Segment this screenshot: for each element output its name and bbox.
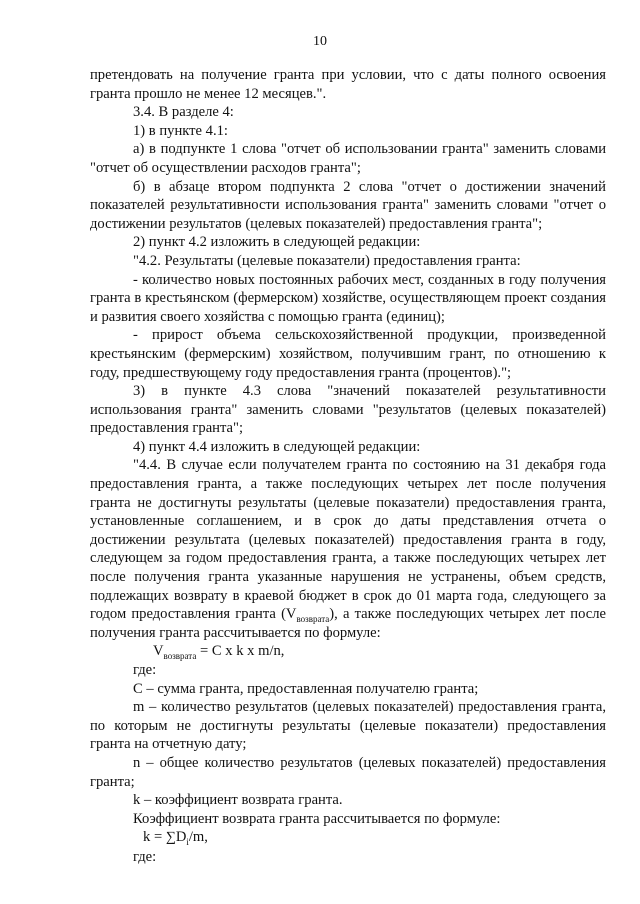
paragraph-text: "4.4. В случае если получателем гранта по состоянию на 31 декабря года предоставления гранта, а также последующих четырех лет после получения гранта не достигнуты результаты (целевые показатели) предоставления гранта, установленные соглашением, и в срок до даты представления отчета о достижении результата (целевых показателей) предоставления гранта в году, следующем за годом предоставления гранта, а также последующих четырех лет после получения гранта указанные нарушения не устранены, объем средств, подлежащих возврату в краевой бюджет в срок до 01 марта года, следующего за годом предоставления гранта (V	[90, 457, 606, 623]
formula-variable: D	[175, 829, 187, 846]
paragraph: "4.2. Результаты (целевые показатели) предоставления гранта:	[133, 252, 521, 269]
formula-return-amount	[90, 642, 606, 661]
paragraph: претендовать на получение гранта при условии, что с даты полного освоения гранта прошло не менее 12 месяцев.".	[90, 67, 606, 102]
paragraph: 4) пункт 4.4 изложить в следующей редакции:	[133, 438, 421, 455]
paragraph: Коэффициент возврата гранта рассчитывается по формуле:	[133, 810, 501, 827]
formula-lhs: k =	[143, 829, 166, 846]
paragraph-4-4	[90, 456, 606, 642]
paragraph-text: ), а также последующих четырех лет после получения гранта рассчитывается по формуле:	[90, 606, 607, 641]
formula-subscript: i	[186, 837, 189, 848]
formula-subscript: возврата	[163, 651, 197, 662]
paragraph: 3.4. В разделе 4:	[133, 104, 234, 121]
paragraph: n – общее количество результатов (целевых показателей) предоставления гранта;	[90, 754, 606, 790]
formula-coefficient	[90, 828, 606, 848]
sum-symbol: ∑	[165, 830, 176, 846]
paragraph: C – сумма гранта, предоставленная получателю гранта;	[133, 680, 479, 697]
paragraph: k – коэффициент возврата гранта.	[133, 792, 343, 809]
formula-variable: V	[153, 643, 164, 660]
paragraph: - прирост объема сельскохозяйственной продукции, произведенной крестьянским (фермерским) хозяйством, получившим грант, по отношению к году, предшествующему году предоставления гранта (процентов).";	[90, 327, 606, 381]
paragraph: 3) в пункте 4.3 слова "значений показателей результативности использования гранта" заменить словами "результатов (целевых показателей) предоставления гранта";	[90, 383, 606, 437]
paragraph: 2) пункт 4.2 изложить в следующей редакции:	[133, 234, 421, 251]
document-body	[90, 66, 606, 867]
page-number: 10	[313, 34, 327, 49]
formula-expression: = C x k x m/n,	[196, 643, 285, 660]
subscript: возврата	[296, 614, 330, 625]
paragraph: б) в абзаце втором подпункта 2 слова "отчет о достижении значений показателей результативности использования гранта" заменить словами "отчет о достижении результатов (целевых показателей) предоставления гранта";	[90, 178, 606, 232]
paragraph: 1) в пункте 4.1:	[133, 122, 228, 139]
paragraph: - количество новых постоянных рабочих мест, созданных в году получения гранта в крестьянском (фермерском) хозяйстве, осуществляющем проект создания и развития своего хозяйства с помощью гранта (единиц);	[90, 271, 606, 325]
paragraph: а) в подпункте 1 слова "отчет об использовании гранта" заменить словами "отчет об осуществлении расходов гранта";	[90, 141, 606, 176]
formula-expression: /m,	[188, 829, 208, 846]
paragraph: где:	[133, 662, 157, 678]
paragraph: m – количество результатов (целевых показателей) предоставления гранта, по которым не достигнуты результаты (целевые показатели) предоставления гранта на отчетную дату;	[90, 699, 606, 753]
paragraph: где:	[133, 848, 157, 865]
